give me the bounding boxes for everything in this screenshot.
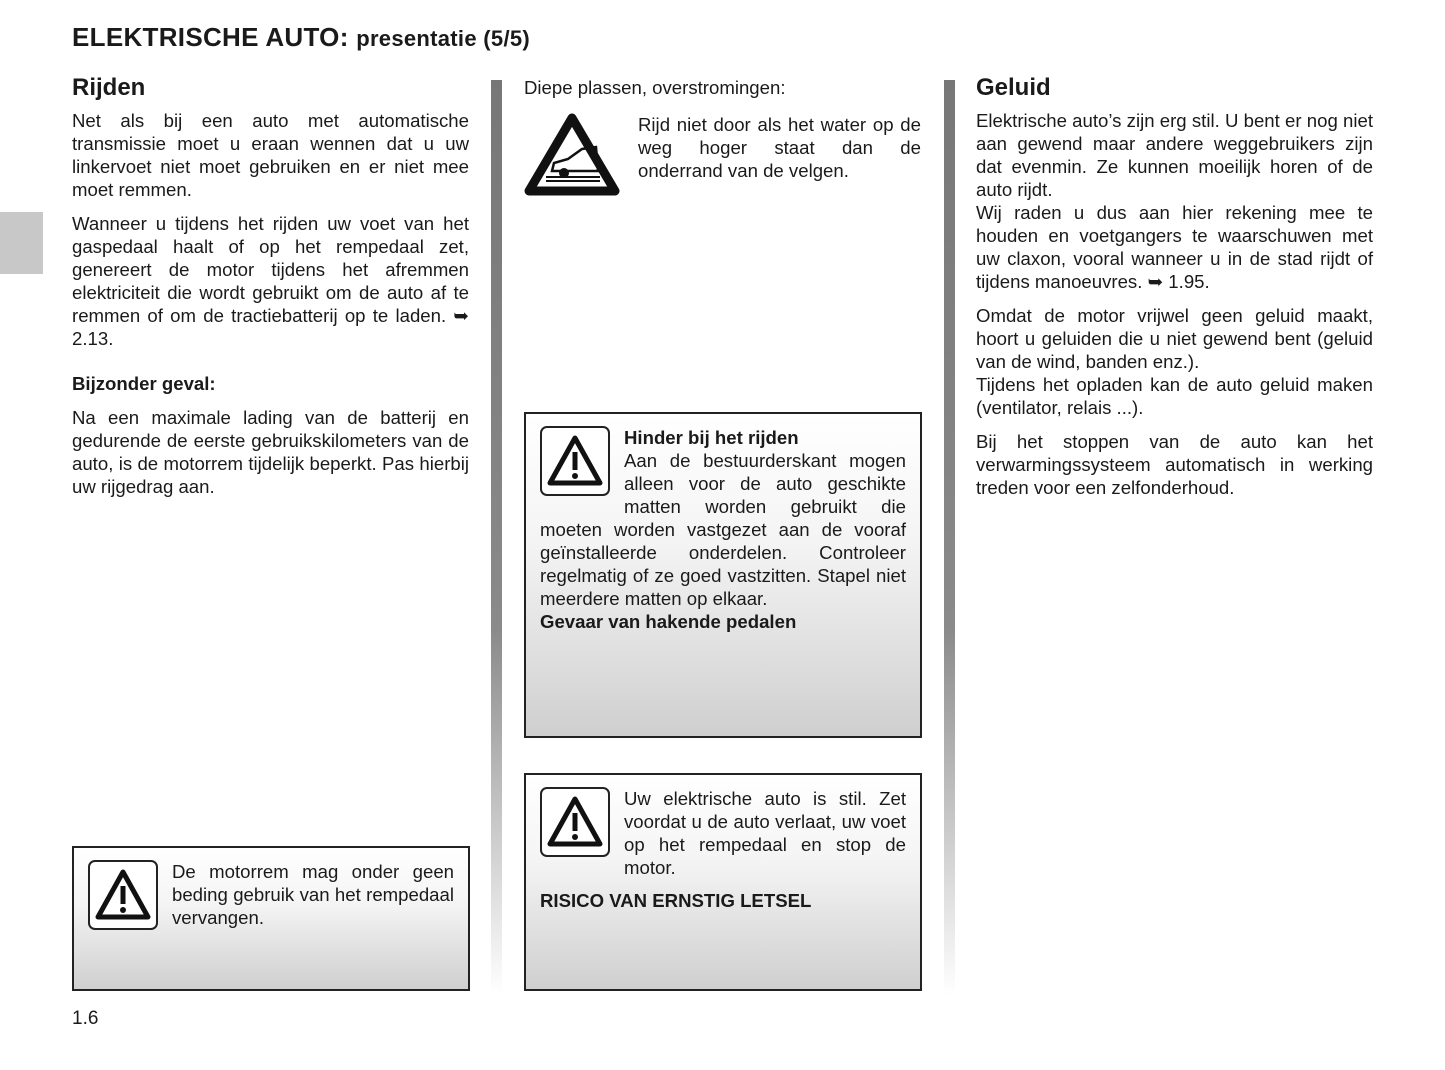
warning-text: Aan de bestuurderskant mogen alleen voor de auto geschikte matten worden gebruikt die moeten worden vastgezet aan de vooraf geïnstalleerde onderdelen. Controleer regelmatig of ze goed vastzitten. Stapel niet meerdere matten op elkaar. [540,450,906,609]
section-heading-geluid: Geluid [976,74,1051,101]
paragraph [72,212,469,350]
section-heading-rijden: Rijden [72,74,146,101]
section-tab [0,212,43,274]
title-main: ELEKTRISCHE AUTO: [72,22,349,52]
middle-column [524,76,921,202]
warning-box [72,846,470,991]
text: Elektrische auto’s zijn erg stil. U bent er nog niet aan gewend maar andere weggebruikers zijn dat evenmin. Ze kunnen moeilijk horen of de auto rijdt. [976,110,1373,200]
right-column [976,76,1373,510]
warning-box-mats [524,412,922,738]
page-number: 1.6 [72,1008,99,1029]
warning-icon [88,860,158,930]
paragraph: Net als bij een auto met automatische transmissie moet u eraan wennen dat u uw linkervoet niet moet gebruiken en er niet mee moet remmen. [72,110,469,200]
warning-footer: Gevaar van hakende pedalen [540,611,797,632]
paragraph: Bij het stoppen van de auto kan het verwarmingssysteem automatisch in werking treden voor een zelfonderhoud. [976,431,1373,498]
warning-title: Hinder bij het rijden [624,427,799,448]
subheading: Bijzonder geval: [72,373,216,394]
text: Wij raden u dus aan hier rekening mee te houden en voetgangers te waarschuwen met uw claxon, vooral wanneer u in de stad rijdt of tijdens manoeuvres. ➥ 1.95. [976,202,1373,292]
paragraph [976,304,1373,419]
warning-text: Uw elektrische auto is stil. Zet voordat u de auto verlaat, uw voet op het rempedaal en stop de motor. [624,788,906,878]
page-reference-link[interactable]: ➥ 2.13. [72,305,469,349]
warning-box-silent [524,773,922,991]
warning-icon [540,426,610,496]
text: Tijdens het opladen kan de auto geluid maken (ventilator, relais ...). [976,374,1373,418]
warning-footer: RISICO VAN ERNSTIG LETSEL [540,890,812,911]
warning-text: De motorrem mag onder geen beding gebruik van het rempedaal vervangen. [172,861,454,928]
flooded-road-warning-icon [524,113,638,202]
paragraph: Na een maximale lading van de batterij en gedurende de eerste gebruikskilometers van de auto, is de motorrem tijdelijk beperkt. Pas hierbij uw rijgedrag aan. [72,407,469,497]
left-column [72,76,469,509]
column-divider [491,80,502,995]
text: Wanneer u tijdens het rijden uw voet van het gaspedaal haalt of op het rempedaal zet, genereert de motor tijdens het afremmen elektriciteit die wordt gebruikt om de auto af te remmen of om de tractiebatterij op te laden. [72,213,469,326]
water-warning-text: Rijd niet door als het water op de weg hoger staat dan de onderrand van de velgen. [638,114,921,181]
paragraph: Diepe plassen, overstromingen: [524,77,786,98]
column-divider [944,80,955,995]
text: Omdat de motor vrijwel geen geluid maakt, hoort u geluiden die u niet gewend bent (geluid van de wind, banden enz.). [976,305,1373,372]
title-sub: presentatie (5/5) [356,26,531,51]
page-title [72,22,530,53]
warning-icon [540,787,610,857]
paragraph [976,109,1373,293]
